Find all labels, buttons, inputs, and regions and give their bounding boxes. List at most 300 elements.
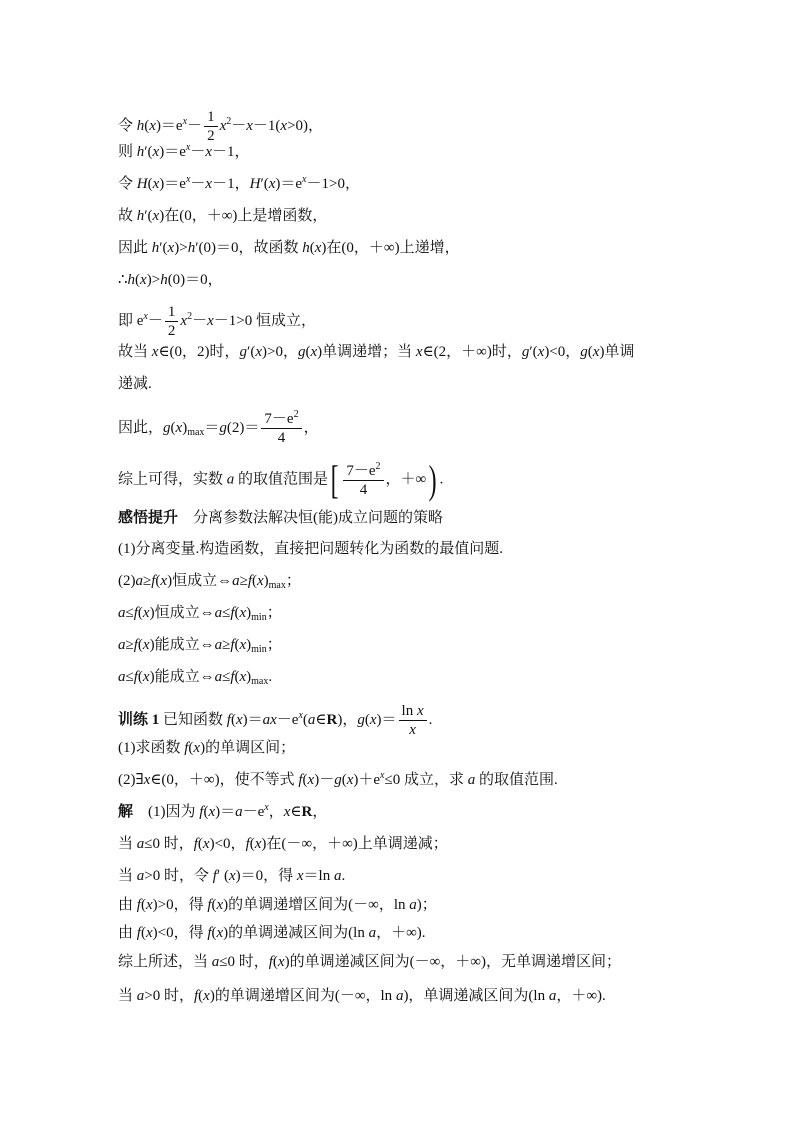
text-run: ( xyxy=(587,344,593,360)
math-variable: x xyxy=(277,954,285,970)
text-line xyxy=(118,342,634,362)
text-run: ( xyxy=(302,772,308,788)
math-variable: x xyxy=(219,117,227,134)
math-variable: h xyxy=(127,272,136,288)
math-variable: f xyxy=(184,740,189,756)
text-run: － xyxy=(231,117,247,134)
math-variable: x xyxy=(216,925,224,941)
math-variable: a xyxy=(226,471,235,488)
text-line xyxy=(118,738,295,758)
math-variable: a xyxy=(409,897,417,913)
text-run: ( xyxy=(198,988,204,1004)
text-run: . xyxy=(428,711,433,728)
math-variable: f xyxy=(245,836,250,852)
math-variable: x xyxy=(167,240,175,256)
text-line xyxy=(118,770,558,790)
text-run: ∈(0，2)时， xyxy=(158,344,240,360)
text-run: )的单调区间； xyxy=(200,740,296,756)
text-run: 7－e xyxy=(346,462,376,479)
math-variable: x xyxy=(296,868,304,884)
text-run: ′( xyxy=(144,144,153,160)
math-variable: h xyxy=(136,117,145,134)
math-variable: f xyxy=(136,925,141,941)
text-run: 故当 xyxy=(118,344,152,360)
math-variable: x xyxy=(149,117,156,134)
math-variable: f xyxy=(136,897,141,913)
math-variable: x xyxy=(255,344,262,360)
text-run: 综上可得，实数 xyxy=(118,471,227,488)
text-run: (2) xyxy=(118,573,136,589)
text-run: － xyxy=(147,312,163,329)
math-variable: x xyxy=(193,740,201,756)
math-variable: a xyxy=(395,988,404,1004)
text-run: 的取值范围. xyxy=(475,772,558,788)
text-run: )＝e xyxy=(159,144,186,160)
text-run: 7－e xyxy=(264,411,294,427)
text-run: 1 xyxy=(167,304,176,320)
math-variable: x xyxy=(152,144,160,160)
text-run: . xyxy=(268,669,273,685)
math-variable: g xyxy=(239,344,248,360)
text-line xyxy=(118,457,444,502)
math-variable: a xyxy=(214,669,223,685)
text-run: ； xyxy=(266,637,282,653)
text-run: )>0， xyxy=(262,344,298,360)
text-run: )＝ xyxy=(242,711,263,728)
text-run: ≤0 时， xyxy=(219,954,269,970)
text-run: ) xyxy=(246,669,252,685)
bold-text: 感悟提升 xyxy=(118,510,179,526)
text-run: 2 xyxy=(167,323,176,339)
math-variable: x xyxy=(142,669,150,685)
text-run: )＝e xyxy=(155,117,183,134)
fraction xyxy=(165,303,179,340)
text-run: )＋e xyxy=(353,772,381,788)
text-run: 1 xyxy=(207,109,215,125)
text-run: ( xyxy=(188,740,194,756)
math-variable: x xyxy=(228,868,236,884)
subscript: max xyxy=(251,676,269,687)
math-variable: f xyxy=(230,605,235,621)
math-variable: x xyxy=(592,344,600,360)
text-run: )<0， xyxy=(209,836,246,852)
text-run: )恒成立⇔ xyxy=(149,605,215,621)
text-run: ≤0 时， xyxy=(144,836,194,852)
solution-line xyxy=(118,802,327,822)
math-variable: f xyxy=(133,605,138,621)
text-run: )能成立⇔ xyxy=(149,637,215,653)
text-run: ( xyxy=(251,573,257,589)
text-run: － xyxy=(192,312,208,329)
bold-text: R xyxy=(301,804,313,820)
math-variable: x xyxy=(142,637,150,653)
text-line xyxy=(118,409,319,446)
text-run: ≥ xyxy=(125,637,134,653)
math-variable: h xyxy=(136,144,145,160)
text-run: ) xyxy=(182,419,188,436)
text-run: )能成立⇔ xyxy=(149,669,215,685)
math-variable: g xyxy=(521,344,530,360)
math-variable: x xyxy=(239,605,247,621)
math-variable: x xyxy=(268,176,276,192)
text-run: (1)求函数 xyxy=(118,740,185,756)
text-run: >0 时，令 xyxy=(144,868,213,884)
text-run: －1>0， xyxy=(306,176,360,192)
superscript: x xyxy=(185,142,191,153)
text-line xyxy=(118,142,250,162)
text-run: ( xyxy=(135,272,141,288)
text-line xyxy=(118,667,272,687)
text-run: ( xyxy=(147,176,153,192)
text-run: )在(0，＋∞)上是增函数， xyxy=(159,208,328,224)
superscript: x xyxy=(264,802,269,813)
math-variable: h xyxy=(187,240,196,256)
text-run: 因此， xyxy=(118,419,164,436)
math-variable: f xyxy=(207,925,212,941)
math-variable: a xyxy=(333,868,342,884)
text-run: )＝e xyxy=(159,176,186,192)
text-run: －e xyxy=(242,804,265,820)
math-variable: a xyxy=(214,637,223,653)
text-run: >0)， xyxy=(287,117,324,134)
math-variable: x xyxy=(207,312,214,329)
text-run: ( xyxy=(137,637,143,653)
text-run: ∈ xyxy=(315,711,327,728)
text-run: 令 xyxy=(118,117,137,134)
text-run: ) xyxy=(246,637,252,653)
subscript: min xyxy=(251,644,267,655)
text-run: ( xyxy=(305,344,311,360)
text-line xyxy=(118,834,448,854)
math-variable: x xyxy=(145,925,153,941)
math-variable: x xyxy=(537,344,545,360)
text-run: ( xyxy=(203,804,209,820)
math-variable: f xyxy=(199,804,204,820)
text-run: (2)＝ xyxy=(226,419,260,436)
math-variable: h xyxy=(136,208,145,224)
math-variable: a xyxy=(118,605,126,621)
text-run: )＝0，得 xyxy=(235,868,297,884)
math-variable: x xyxy=(310,344,318,360)
math-variable: x xyxy=(203,988,210,1004)
bold-text: 解 xyxy=(118,804,134,820)
math-variable: x xyxy=(175,419,183,436)
text-run: ≤ xyxy=(125,669,134,685)
text-run: ≥ xyxy=(239,573,248,589)
math-variable: x xyxy=(160,573,168,589)
fraction xyxy=(399,702,427,739)
math-variable: x xyxy=(283,804,291,820)
text-run: ≤ xyxy=(222,669,231,685)
math-variable: a xyxy=(118,637,126,653)
superscript: x xyxy=(298,709,303,721)
text-run: (1)分离变量.构造函数，直接把问题转化为函数的最值问题. xyxy=(118,541,503,557)
math-variable: x xyxy=(205,144,213,160)
text-run: )在(－∞，＋∞)上单调递减； xyxy=(261,836,448,852)
text-run: )的单调递增区间为(－∞，ln xyxy=(223,897,410,913)
math-variable: f xyxy=(268,954,273,970)
text-run: ； xyxy=(285,573,301,589)
text-run: 综上所述，当 xyxy=(118,954,212,970)
text-run: 由 xyxy=(118,925,137,941)
text-run: ≤ xyxy=(222,605,231,621)
math-variable: g xyxy=(219,419,227,436)
text-line xyxy=(118,206,327,226)
text-line xyxy=(118,603,282,623)
math-variable: a xyxy=(118,669,126,685)
math-variable: f xyxy=(193,836,198,852)
text-run: ( xyxy=(197,836,203,852)
text-run: ′( xyxy=(159,240,168,256)
text-run: )恒成立⇔ xyxy=(167,573,233,589)
fraction-denominator xyxy=(261,429,301,447)
text-run: ， xyxy=(312,804,328,820)
superscript: 2 xyxy=(187,310,193,322)
math-variable: x xyxy=(416,703,424,719)
text-run: . xyxy=(341,868,346,884)
text-line xyxy=(118,174,360,194)
math-variable: f xyxy=(230,637,235,653)
text-run: )> xyxy=(146,272,161,288)
superscript: x xyxy=(143,310,148,322)
text-run: )单调递增；当 xyxy=(317,344,416,360)
text-line xyxy=(118,303,316,339)
text-run: ( xyxy=(137,669,143,685)
math-variable: f xyxy=(207,897,212,913)
fraction-numerator xyxy=(261,410,301,429)
text-run: ′(0)＝0，故函数 xyxy=(195,240,303,256)
math-variable: f xyxy=(133,669,138,685)
math-variable: x xyxy=(145,897,153,913)
text-line xyxy=(118,270,223,290)
text-line xyxy=(118,986,606,1006)
math-variable: x xyxy=(180,312,188,329)
text-run: 即 e xyxy=(118,312,144,329)
text-run: 当 xyxy=(118,868,137,884)
superscript: x xyxy=(302,174,307,185)
text-run: ln xyxy=(401,703,417,719)
math-variable: a xyxy=(467,772,476,788)
text-run: ′ ( xyxy=(216,868,229,884)
text-run: ，＋∞). xyxy=(376,925,426,941)
text-run: . xyxy=(439,471,444,488)
text-run: －1( xyxy=(252,117,281,134)
superscript: 2 xyxy=(375,460,381,472)
text-run: )； xyxy=(416,897,437,913)
fraction-numerator xyxy=(399,702,427,721)
text-run: －e xyxy=(276,711,299,728)
text-line xyxy=(118,895,437,915)
math-variable: x xyxy=(202,836,210,852)
math-variable: x xyxy=(152,208,160,224)
fraction xyxy=(204,108,218,145)
superscript: x xyxy=(380,770,385,781)
text-run: ， xyxy=(268,804,284,820)
math-variable: x xyxy=(216,897,224,913)
math-variable: g xyxy=(580,344,588,360)
math-variable: x xyxy=(307,772,315,788)
text-run: 递减. xyxy=(118,376,152,392)
math-variable: x xyxy=(140,272,147,288)
math-variable: x xyxy=(256,573,264,589)
text-run: ( xyxy=(211,897,217,913)
text-run: 由 xyxy=(118,897,137,913)
text-run: )<0， xyxy=(544,344,581,360)
text-run: － xyxy=(190,144,206,160)
math-variable: x xyxy=(205,176,213,192)
text-run: 4 xyxy=(359,481,368,498)
text-run: ≥ xyxy=(222,637,231,653)
math-variable: x xyxy=(151,344,159,360)
math-variable: x xyxy=(142,605,150,621)
text-run: (0)＝0， xyxy=(167,272,223,288)
text-run: )在(0，＋∞)上递增， xyxy=(321,240,460,256)
text-run: 分离参数法解决恒(能)成立问题的策略 xyxy=(178,510,444,526)
math-variable: x xyxy=(208,804,216,820)
text-run: ( xyxy=(144,117,150,134)
superscript: 2 xyxy=(226,115,232,127)
math-variable: f xyxy=(230,669,235,685)
fraction xyxy=(261,410,301,447)
text-run: ) xyxy=(246,605,252,621)
math-variable: a xyxy=(548,988,557,1004)
text-run: －1， xyxy=(212,144,250,160)
text-run: )的单调递减区间为(－∞，＋∞)，无单调递增区间； xyxy=(284,954,621,970)
math-variable: g xyxy=(334,772,342,788)
text-run: 已知函数 xyxy=(159,711,227,728)
text-run: ≤ xyxy=(125,605,134,621)
text-run: ( xyxy=(155,573,161,589)
text-run: 故 xyxy=(118,208,137,224)
text-run: )， xyxy=(337,711,358,728)
math-variable: a xyxy=(232,573,240,589)
text-run: － xyxy=(187,117,203,134)
text-run: ( xyxy=(140,925,146,941)
math-variable: x xyxy=(314,240,322,256)
fraction-numerator xyxy=(343,462,383,481)
text-run: － xyxy=(190,176,206,192)
text-line xyxy=(118,923,426,943)
math-variable: f xyxy=(133,637,138,653)
superscript: x xyxy=(185,174,191,185)
text-run: ≥ xyxy=(143,573,152,589)
text-run: 令 xyxy=(118,176,137,192)
fraction-denominator xyxy=(343,481,383,499)
math-variable: a xyxy=(368,925,377,941)
math-variable: x xyxy=(254,836,262,852)
math-variable: x xyxy=(280,117,288,134)
math-variable: x xyxy=(369,711,377,728)
math-variable: a xyxy=(235,804,243,820)
text-run: ( xyxy=(234,669,240,685)
text-run: (2)∃ xyxy=(118,772,144,788)
math-variable: x xyxy=(246,117,253,134)
math-variable: H xyxy=(249,176,261,192)
subscript: max xyxy=(187,426,205,438)
superscript: 2 xyxy=(293,409,299,420)
text-run: ∴ xyxy=(118,272,128,288)
text-run: ′( xyxy=(260,176,269,192)
math-variable: x xyxy=(409,722,416,738)
math-variable: f xyxy=(298,772,303,788)
text-run: 当 xyxy=(118,836,137,852)
text-run: ( xyxy=(364,711,370,728)
math-variable: a xyxy=(135,573,143,589)
math-variable: H xyxy=(136,176,148,192)
text-run: 的取值范围是 xyxy=(234,471,329,488)
fraction-numerator xyxy=(204,108,218,127)
math-variable: h xyxy=(160,272,168,288)
text-run: ′( xyxy=(247,344,256,360)
text-run: >0 时， xyxy=(144,988,194,1004)
text-run: ，＋∞ xyxy=(385,471,427,488)
math-variable: g xyxy=(163,419,171,436)
text-line xyxy=(118,866,345,886)
text-line xyxy=(118,571,301,591)
bold-text: 训练 1 xyxy=(118,711,160,728)
math-variable: x xyxy=(143,772,151,788)
text-run: )<0，得 xyxy=(152,925,208,941)
text-run: )> xyxy=(174,240,188,256)
text-run: ( xyxy=(302,711,308,728)
text-line xyxy=(118,635,282,655)
fraction-denominator xyxy=(399,721,427,739)
text-run: ∈(0，＋∞)，使不等式 xyxy=(150,772,299,788)
math-variable: a xyxy=(307,711,316,728)
text-run: )－ xyxy=(314,772,335,788)
text-run: 2 xyxy=(207,128,215,144)
fraction xyxy=(343,462,383,499)
text-line xyxy=(118,952,621,972)
math-variable: h xyxy=(302,240,310,256)
text-run: )＝e xyxy=(275,176,303,192)
text-run: )，单调递减区间为(ln xyxy=(403,988,549,1004)
math-variable: g xyxy=(297,344,306,360)
text-run: ＝ln xyxy=(303,868,334,884)
text-run: －1>0 恒成立， xyxy=(213,312,316,329)
fraction-denominator xyxy=(165,322,179,340)
text-run: (1)因为 xyxy=(133,804,200,820)
text-run: ( xyxy=(272,954,278,970)
math-variable: f xyxy=(226,711,231,728)
text-run: ( xyxy=(230,711,236,728)
text-run: ≤0 成立，求 xyxy=(384,772,468,788)
text-run: )>0，得 xyxy=(152,897,208,913)
text-run: 4 xyxy=(277,430,286,446)
math-variable: f xyxy=(151,573,156,589)
math-variable: a xyxy=(211,954,220,970)
large-bracket: [ xyxy=(330,457,339,502)
math-variable: a xyxy=(136,988,145,1004)
math-variable: a xyxy=(214,605,223,621)
subscript: min xyxy=(251,612,267,623)
text-run: ，＋∞). xyxy=(556,988,606,1004)
math-variable: x xyxy=(235,711,243,728)
math-variable: x xyxy=(415,344,423,360)
math-variable: f xyxy=(247,573,252,589)
text-run: )单调 xyxy=(599,344,635,360)
bold-text: R xyxy=(326,711,338,728)
text-run: ( xyxy=(234,637,240,653)
text-run: ( xyxy=(249,836,255,852)
text-run: )＝ xyxy=(376,711,397,728)
text-run: )的单调递减区间为(ln xyxy=(223,925,369,941)
text-run: ( xyxy=(234,605,240,621)
text-run: ′( xyxy=(144,208,153,224)
math-variable: ax xyxy=(262,711,277,728)
math-variable: x xyxy=(239,637,247,653)
math-variable: f xyxy=(193,988,199,1004)
